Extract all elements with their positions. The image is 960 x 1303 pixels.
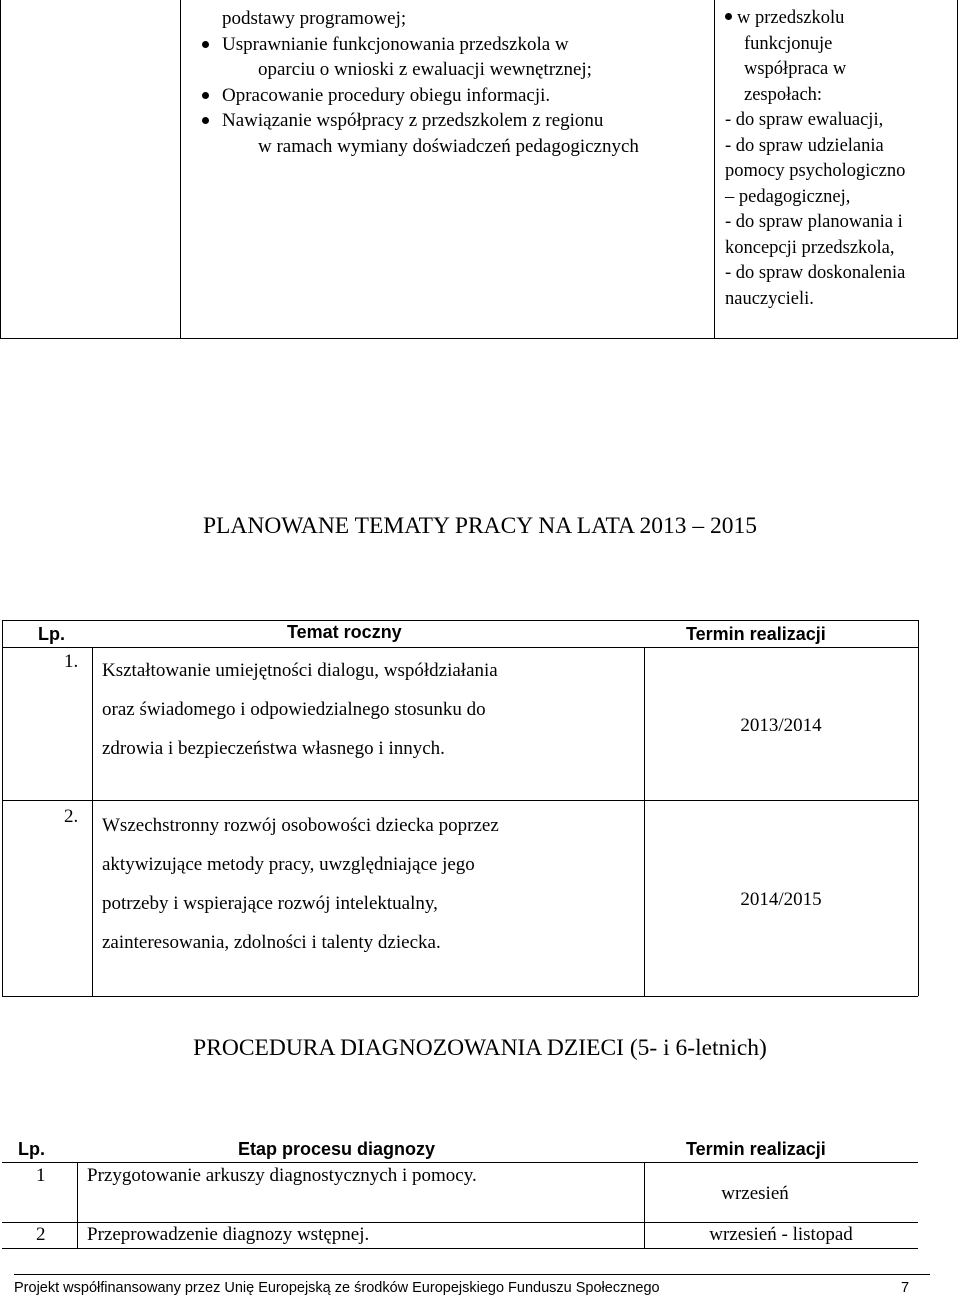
header-stage: Etap procesu diagnozy	[238, 1139, 436, 1159]
task-text: Usprawnianie funkcjonowania przedszkola w	[222, 33, 569, 55]
outcome-text: nauczycieli.	[725, 288, 814, 309]
outcome-text: - do spraw planowania i	[725, 212, 903, 232]
row1-topic-line: zdrowia i bezpieczeństwa własnego i innych.	[102, 738, 445, 759]
header-term: Termin realizacji	[686, 1139, 826, 1159]
table-border	[2, 1162, 918, 1163]
diag-row1-lp: 1	[36, 1165, 46, 1186]
outcome-text: pomocy psychologiczno	[725, 161, 906, 181]
diag-row2-lp: 2	[36, 1224, 46, 1245]
outcome-text: funkcjonuje	[744, 33, 833, 54]
outcome-text: - do spraw udzielania	[725, 135, 884, 156]
header-lp: Lp.	[38, 624, 65, 644]
header-term: Termin realizacji	[686, 624, 826, 644]
outcome-text: współpraca w	[744, 59, 847, 79]
row1-term: 2013/2014	[740, 715, 822, 736]
outcome-text: koncepcji przedszkola,	[725, 237, 895, 258]
diag-row2-stage: Przeprowadzenie diagnozy wstępnej.	[87, 1224, 370, 1245]
row2-term: 2014/2015	[740, 889, 822, 910]
footer-rule	[14, 1274, 930, 1275]
page-number: 7	[901, 1280, 910, 1296]
table-border	[77, 1162, 78, 1248]
task-text: oparciu o wnioski z ewaluacji wewnętrznej;	[258, 59, 592, 80]
diag-row1-term: wrzesień	[721, 1183, 789, 1204]
task-text: w ramach wymiany doświadczeń pedagogicznych	[258, 135, 639, 157]
outcome-text: zespołach:	[744, 84, 823, 105]
footer-text: Projekt współfinansowany przez Unię Europejską ze środków Europejskiego Funduszu Społecznego	[14, 1280, 660, 1296]
header-topic: Temat roczny	[287, 622, 402, 642]
outcome-text: – pedagogicznej,	[725, 186, 851, 207]
section-title-diagnosis: PROCEDURA DIAGNOZOWANIA DZIECI (5- i 6-letnich)	[193, 1035, 767, 1061]
outcome-text: - do spraw ewaluacji,	[725, 110, 884, 130]
row1-lp: 1.	[64, 651, 79, 672]
row2-topic-line: aktywizujące metody pracy, uwzględniające jego	[102, 854, 475, 875]
row2-lp: 2.	[64, 806, 79, 827]
row2-topic-line: potrzeby i wspierające rozwój intelektualny,	[102, 893, 438, 914]
section-title-themes: PLANOWANE TEMATY PRACY NA LATA 2013 – 2015	[202, 513, 758, 539]
row1-topic-line: Kształtowanie umiejętności dialogu, współdziałania	[102, 660, 498, 681]
diag-row2-term: wrzesień - listopad	[709, 1224, 853, 1245]
task-text: Nawiązanie współpracy z przedszkolem z regionu	[222, 110, 604, 131]
outcome-text: w przedszkolu	[737, 8, 845, 28]
outcome-text: - do spraw doskonalenia	[725, 263, 906, 283]
table-border	[2, 1222, 918, 1223]
row1-topic-line: oraz świadomego i odpowiedzialnego stosunku do	[102, 699, 486, 720]
task-text: Opracowanie procedury obiegu informacji.	[222, 84, 551, 106]
task-text: podstawy programowej;	[222, 8, 407, 29]
table-border	[2, 1248, 918, 1249]
row2-topic-line: zainteresowania, zdolności i talenty dziecka.	[102, 932, 441, 953]
header-lp: Lp.	[18, 1139, 45, 1159]
row2-topic-line: Wszechstronny rozwój osobowości dziecka poprzez	[102, 815, 499, 836]
diag-row1-stage: Przygotowanie arkuszy diagnostycznych i pomocy.	[87, 1165, 477, 1186]
